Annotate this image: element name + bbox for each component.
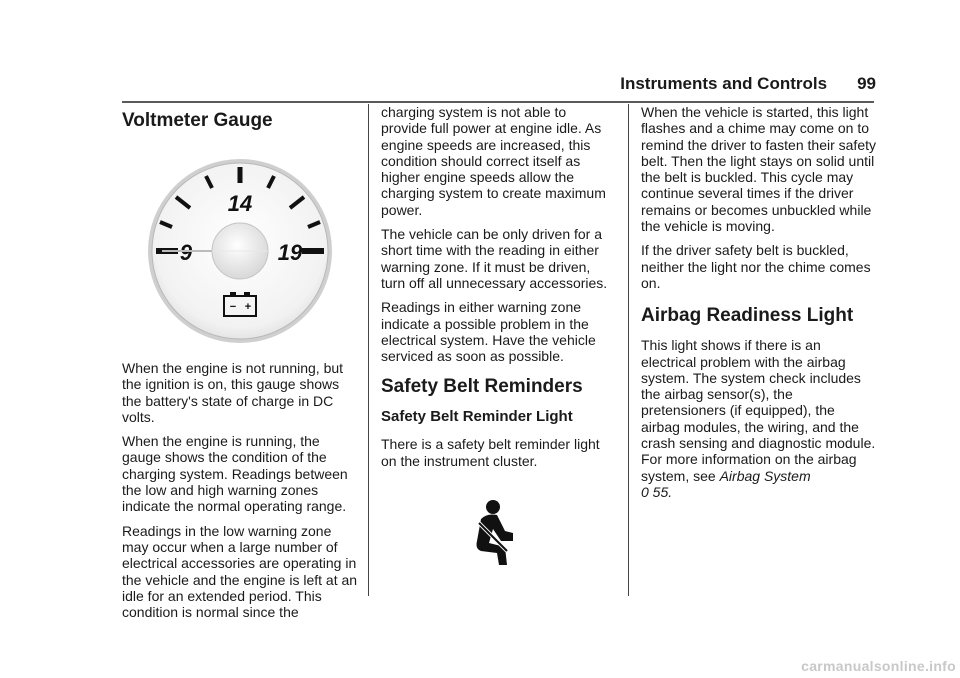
voltmeter-heading: Voltmeter Gauge [122, 110, 273, 131]
voltmeter-gauge-icon [122, 156, 358, 346]
safety-belt-paragraph: When the vehicle is started, this light flashes and a chime may come on to remind the driver to fasten their safety belt. Then the light stays on solid until the belt is buckled. This cycle may continue several times if the driver remains or becomes unbuckled while the vehicle is moving. [641, 104, 876, 235]
column-divider [368, 104, 369, 596]
voltmeter-paragraph: The vehicle can be only driven for a short time with the reading in either warning zone. If it must be driven, turn off all unnecessary accessories. [381, 226, 608, 291]
airbag-paragraph: This light shows if there is an electrical problem with the airbag system. The system check includes the airbag sensor(s), the pretensioners (if equipped), the airbag modules, the wiring, and the crash sensing and diagnostic module. For more information on the airbag system, see Airbag System 0 55. [641, 337, 876, 500]
voltmeter-paragraph: Readings in either warning zone indicate a possible problem in the electrical system. Have the vehicle serviced as soon as possible. [381, 299, 596, 365]
voltmeter-paragraph: Readings in the low warning zone may occur when a large number of electrical accessories are operating in the vehicle and the engine is left at an idle for an extended period. This condition is normal since the [122, 522, 358, 621]
voltmeter-paragraph: When the engine is running, the gauge shows the condition of the charging system. Readings between the low and high warning zones indicate the normal operating range. [122, 433, 348, 515]
voltmeter-paragraph: charging system is not able to provide full power at engine idle. As engine speeds are increased, this condition should correct itself as higher engine speeds allow the charging system to create maximum power. [381, 104, 606, 218]
safety-belt-subheading: Safety Belt Reminder Light [381, 408, 573, 426]
running-header [620, 74, 876, 94]
airbag-heading: Airbag Readiness Light [641, 305, 854, 327]
column-2 [381, 104, 613, 573]
page-number: 99 [857, 74, 876, 93]
column-divider [628, 104, 629, 596]
gauge-label-19: 19 [277, 240, 303, 265]
safety-belt-paragraph: There is a safety belt reminder light on the instrument cluster. [381, 436, 600, 469]
watermark: carmanualsonline.info [801, 658, 956, 674]
header-section-title: Instruments and Controls [620, 74, 828, 93]
safety-belt-paragraph: If the driver safety belt is buckled, neither the light nor the chime comes on. [641, 242, 871, 291]
airbag-page-ref[interactable]: 0 55. [641, 483, 673, 500]
svg-text:+: + [244, 301, 252, 313]
voltmeter-paragraph: When the engine is not running, but the ignition is on, this gauge shows the battery's state of charge in DC volts. [122, 360, 344, 425]
gauge-label-9: 9 [179, 240, 193, 265]
airbag-system-link[interactable]: Airbag System [719, 467, 811, 484]
gauge-label-14: 14 [227, 191, 253, 216]
column-3 [641, 104, 877, 508]
header-rule [122, 101, 874, 103]
svg-text:−: − [229, 301, 237, 313]
column-1 [122, 104, 358, 628]
safety-belt-reminder-icon [381, 493, 613, 573]
safety-belt-heading: Safety Belt Reminders [381, 376, 583, 398]
